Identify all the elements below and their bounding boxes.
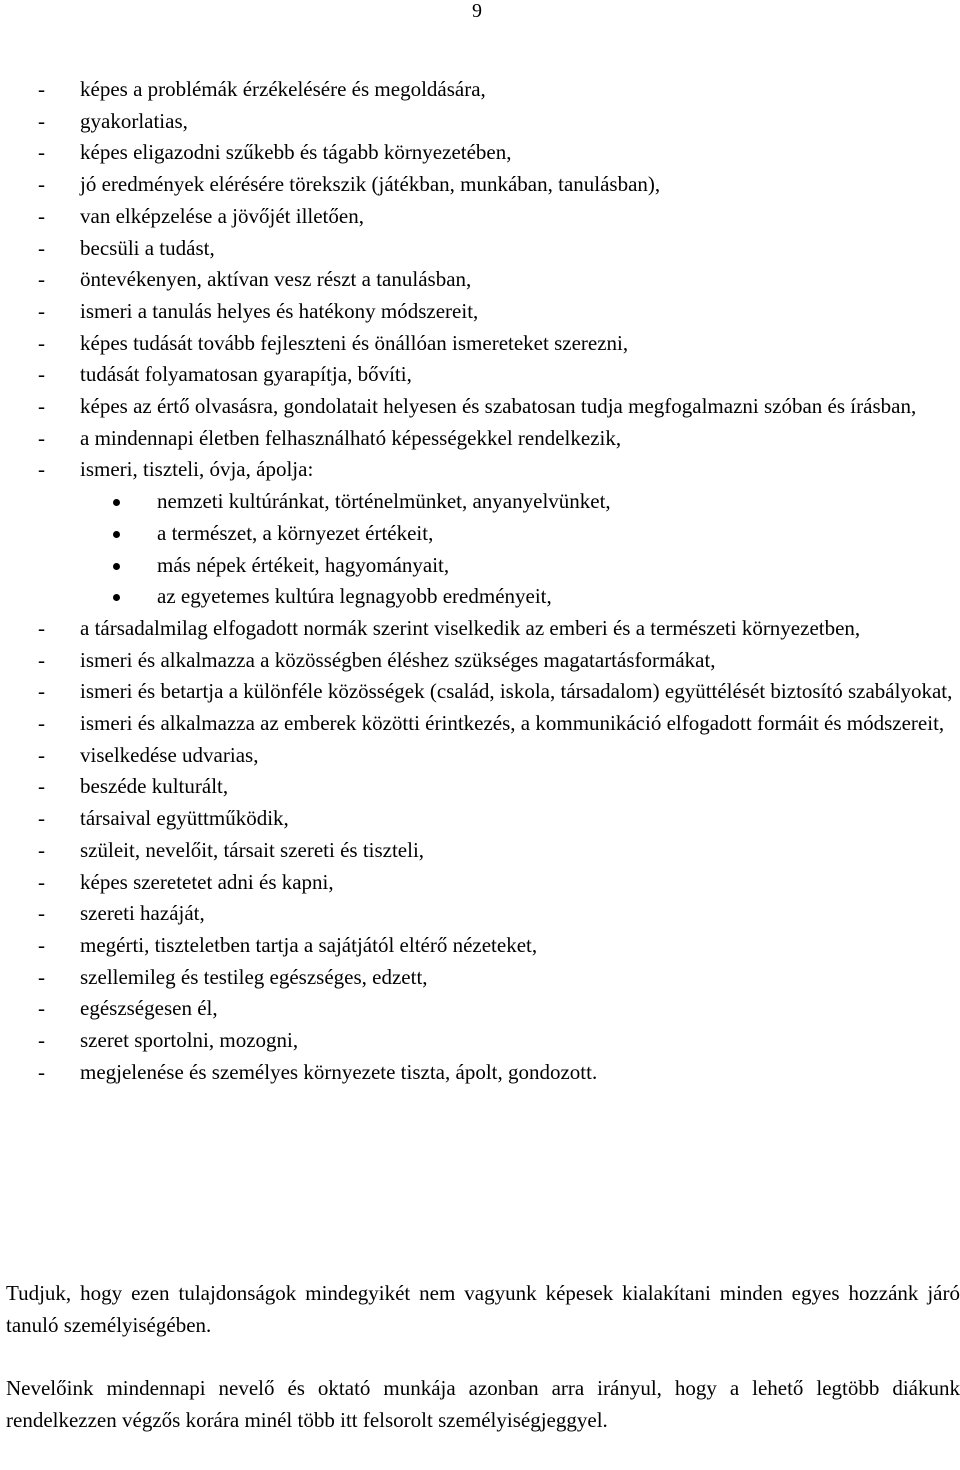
list-item bbox=[0, 1057, 960, 1089]
bullet-item-text: más népek értékeit, hagyományait, bbox=[157, 552, 450, 577]
dash-marker: - bbox=[38, 457, 45, 482]
dash-marker: - bbox=[38, 235, 45, 260]
list-item-text: ismeri a tanulás helyes és hatékony módszereit, bbox=[80, 298, 479, 323]
list-item bbox=[0, 296, 960, 328]
list-item-text: ismeri és alkalmazza a közösségben éléshez szükséges magatartásformákat, bbox=[80, 647, 716, 672]
list-item bbox=[0, 930, 960, 962]
list-item bbox=[0, 359, 960, 391]
list-item bbox=[0, 771, 960, 803]
dash-marker: - bbox=[38, 1028, 45, 1053]
paragraph-2: Nevelőink mindennapi nevelő és oktató munkája azonban arra irányul, hogy a lehető legtöbb diákunk rendelkezzen végzős korára minél több itt felsorolt személyiségjeggyel. bbox=[6, 1376, 960, 1432]
dash-marker: - bbox=[38, 647, 45, 672]
list-item-text: megjelenése és személyes környezete tiszta, ápolt, gondozott. bbox=[80, 1059, 598, 1084]
list-item-text: szereti hazáját, bbox=[80, 901, 205, 926]
dash-marker: - bbox=[38, 1059, 45, 1084]
list-item bbox=[0, 391, 960, 423]
bullet-item-text: az egyetemes kultúra legnagyobb eredményeit, bbox=[157, 584, 552, 609]
list-item bbox=[0, 328, 960, 360]
list-item-text: megérti, tiszteletben tartja a sajátjától eltérő nézeteket, bbox=[80, 932, 538, 957]
page-number: 9 bbox=[472, 0, 482, 22]
dash-marker: - bbox=[38, 203, 45, 228]
dash-marker: - bbox=[38, 267, 45, 292]
dash-marker: - bbox=[38, 996, 45, 1021]
dash-marker: - bbox=[38, 615, 45, 640]
paragraph-1: Tudjuk, hogy ezen tulajdonságok mindegyikét nem vagyunk képesek kialakítani minden egyes hozzánk járó tanuló személyiségében. bbox=[6, 1281, 960, 1337]
list-item bbox=[0, 962, 960, 994]
list-item bbox=[0, 993, 960, 1025]
list-item bbox=[0, 867, 960, 899]
list-item-text: a mindennapi életben felhasználható képességekkel rendelkezik, bbox=[80, 425, 622, 450]
bullet-item bbox=[0, 550, 960, 582]
dash-marker: - bbox=[38, 901, 45, 926]
dash-marker: - bbox=[38, 964, 45, 989]
list-item-text: viselkedése udvarias, bbox=[80, 742, 259, 767]
trait-list bbox=[0, 74, 960, 1089]
dash-marker: - bbox=[38, 932, 45, 957]
dash-marker: - bbox=[38, 298, 45, 323]
list-item-text: gyakorlatias, bbox=[80, 108, 188, 133]
dash-marker: - bbox=[38, 679, 45, 704]
list-item-text: ismeri és alkalmazza az emberek közötti érintkezés, a kommunikáció elfogadott formáit és módszereit, bbox=[80, 711, 945, 736]
list-item bbox=[0, 803, 960, 835]
list-item bbox=[0, 645, 960, 677]
trait-list-part-2 bbox=[0, 613, 960, 1089]
list-item bbox=[0, 613, 960, 645]
list-item-text: öntevékenyen, aktívan vesz részt a tanulásban, bbox=[80, 267, 472, 292]
dash-marker: - bbox=[38, 742, 45, 767]
list-item bbox=[0, 898, 960, 930]
list-item-text: képes a problémák érzékelésére és megoldására, bbox=[80, 77, 486, 101]
value-bullet-list bbox=[0, 486, 960, 613]
list-item-text: ismeri és betartja a különféle közösségek (család, iskola, társadalom) együttélését biztosító szabályokat, bbox=[80, 679, 953, 704]
list-item bbox=[0, 169, 960, 201]
dash-marker: - bbox=[38, 806, 45, 831]
bullet-item bbox=[0, 486, 960, 518]
trait-list-part-1 bbox=[0, 74, 960, 486]
list-item bbox=[0, 137, 960, 169]
list-item bbox=[0, 708, 960, 740]
list-item-text: becsüli a tudást, bbox=[80, 235, 215, 260]
list-item bbox=[0, 676, 960, 708]
list-item-text: szellemileg és testileg egészséges, edzett, bbox=[80, 964, 428, 989]
dash-marker: - bbox=[38, 711, 45, 736]
list-item-text: jó eredmények elérésére törekszik (játékban, munkában, tanulásban), bbox=[80, 172, 661, 197]
dash-marker: - bbox=[38, 837, 45, 862]
list-item bbox=[0, 1025, 960, 1057]
bullet-item-text: nemzeti kultúránkat, történelmünket, anyanyelvünket, bbox=[157, 489, 611, 514]
list-item bbox=[0, 740, 960, 772]
list-item-text: képes szeretetet adni és kapni, bbox=[80, 869, 334, 894]
list-item bbox=[0, 233, 960, 265]
list-item-text: szüleit, nevelőit, társait szereti és tiszteli, bbox=[80, 837, 425, 862]
list-item-text: beszéde kulturált, bbox=[80, 774, 229, 799]
list-item-text: tudását folyamatosan gyarapítja, bővíti, bbox=[80, 362, 412, 387]
dash-marker: - bbox=[38, 77, 45, 101]
dash-marker: - bbox=[38, 394, 45, 419]
dash-marker: - bbox=[38, 869, 45, 894]
list-item-text: van elképzelése a jövőjét illetően, bbox=[80, 203, 364, 228]
bullet-item-text: a természet, a környezet értékeit, bbox=[157, 520, 434, 545]
list-item-text: szeret sportolni, mozogni, bbox=[80, 1028, 299, 1053]
list-item-text: képes az értő olvasásra, gondolatait helyesen és szabatosan tudja megfogalmazni szóban és írásban, bbox=[80, 394, 917, 419]
list-item-text: ismeri, tiszteli, óvja, ápolja: bbox=[80, 457, 314, 482]
dash-marker: - bbox=[38, 425, 45, 450]
list-item bbox=[0, 454, 960, 486]
dash-marker: - bbox=[38, 362, 45, 387]
list-item bbox=[0, 423, 960, 455]
bullet-item bbox=[0, 518, 960, 550]
dash-marker: - bbox=[38, 172, 45, 197]
dash-marker: - bbox=[38, 108, 45, 133]
list-item-text: a társadalmilag elfogadott normák szerint viselkedik az emberi és a természeti környezetben, bbox=[80, 615, 861, 640]
list-item bbox=[0, 74, 960, 106]
dash-marker: - bbox=[38, 140, 45, 165]
dash-marker: - bbox=[38, 774, 45, 799]
dash-marker: - bbox=[38, 330, 45, 355]
list-item-text: egészségesen él, bbox=[80, 996, 218, 1021]
list-item bbox=[0, 201, 960, 233]
list-item bbox=[0, 106, 960, 138]
bullet-item bbox=[0, 581, 960, 613]
list-item-text: képes tudását tovább fejleszteni és önállóan ismereteket szerezni, bbox=[80, 330, 629, 355]
list-item-text: társaival együttműködik, bbox=[80, 806, 289, 831]
list-item bbox=[0, 835, 960, 867]
list-item bbox=[0, 264, 960, 296]
list-item-text: képes eligazodni szűkebb és tágabb környezetében, bbox=[80, 140, 512, 165]
